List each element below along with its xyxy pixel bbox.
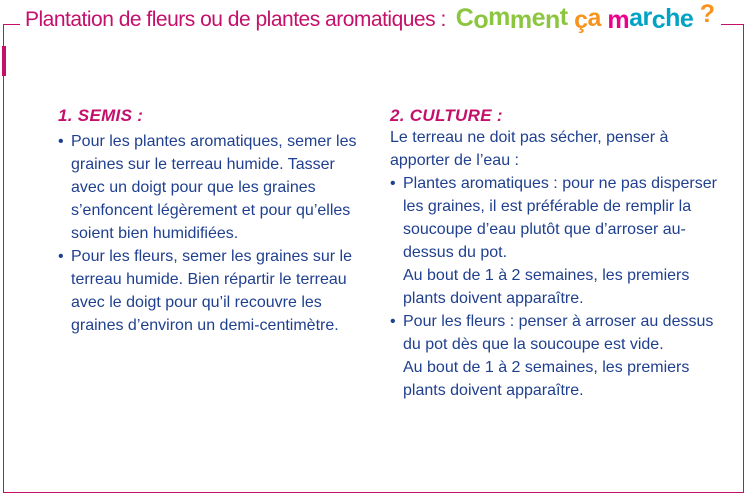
section-heading: 2. CULTURE :: [390, 106, 503, 125]
list-item-text: • Plantes aromatiques : pour ne pas disperser les graines, il est préférable de remplir la soucoupe d’eau plutôt que d’arroser au-dessus du pot.: [403, 175, 717, 261]
title-letter: C: [455, 4, 474, 32]
title-letter: t: [559, 3, 568, 31]
section-semis: [58, 106, 368, 337]
section-culture: [390, 106, 720, 402]
title-letter: o: [473, 6, 489, 34]
page-title: [20, 0, 721, 42]
list-item-text: • Pour les fleurs, semer les graines sur le terreau humide. Bien répartir le terreau avec le doigt pour qu’il recouvre les graines d’environ un demi-centimètre.: [71, 248, 352, 334]
title-letter: e: [679, 5, 694, 33]
title-letter: m: [509, 6, 532, 34]
list-item: [58, 245, 368, 337]
list-item: [390, 172, 720, 310]
title-letter: m: [488, 3, 510, 31]
list-item-text: Au bout de 1 à 2 semaines, les premiers plants doivent apparaître.: [403, 359, 690, 399]
list-item-text: • Pour les plantes aromatiques, semer les graines sur le terreau humide. Tasser avec un doigt pour que les graines s’enfoncent légèrement et pour qu’elles soient bien humidifiées.: [71, 133, 357, 242]
title-letter: a: [629, 4, 643, 32]
bullet-list: [58, 130, 368, 337]
title-letter: r: [642, 3, 652, 31]
list-item: [58, 130, 368, 245]
title-letter: c: [651, 6, 666, 34]
section-heading: 1. SEMIS :: [58, 106, 144, 125]
title-letter: ?: [699, 0, 715, 28]
title-main: Plantation de fleurs ou de plantes aromatiques :: [25, 8, 446, 31]
title-letter: n: [545, 6, 560, 34]
title-letter: ç: [574, 6, 588, 34]
list-item: [390, 310, 720, 402]
title-letter: m: [607, 6, 630, 34]
section-intro: Le terreau ne doit pas sécher, penser à apporter de l’eau :: [390, 129, 669, 169]
title-letter: h: [665, 4, 680, 32]
how-it-works-title: [455, 0, 715, 34]
bullet-list: [390, 172, 720, 402]
list-item-text: • Pour les fleurs : penser à arroser au dessus du pot dès que la soucoupe est vide.: [403, 313, 714, 353]
title-letter: e: [531, 4, 546, 32]
list-item-text: Au bout de 1 à 2 semaines, les premiers plants doivent apparaître.: [403, 267, 690, 307]
title-letter: a: [587, 4, 601, 32]
accent-bar: [2, 46, 6, 76]
